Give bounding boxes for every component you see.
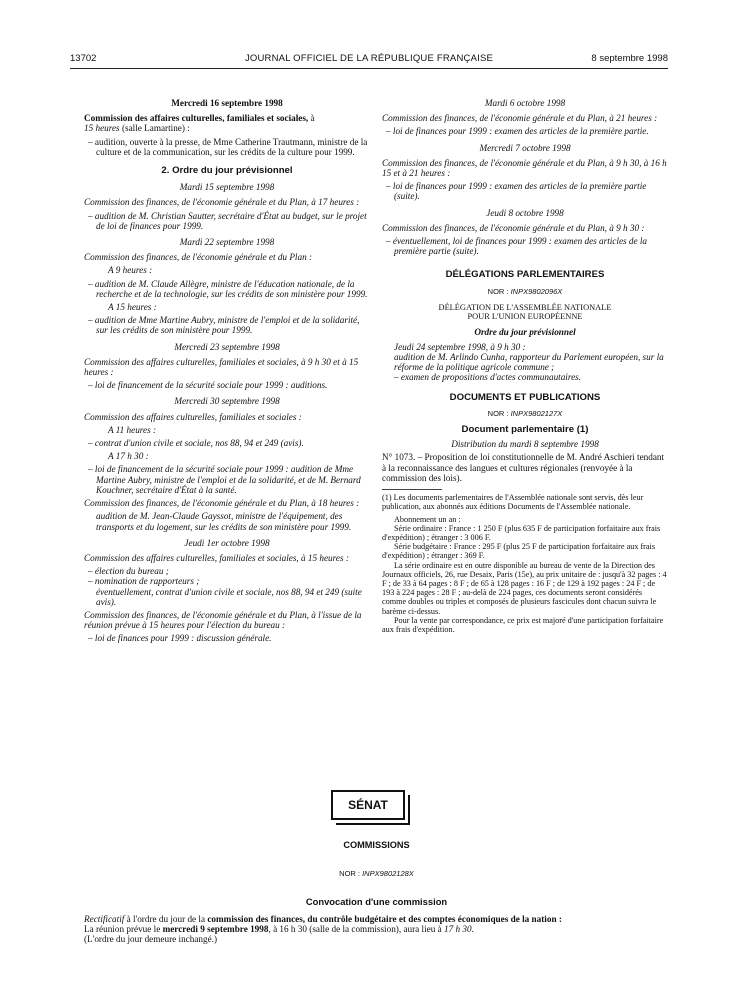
agenda-item: – loi de financement de la sécurité sociale pour 1999 : auditions. (88, 380, 328, 391)
time-line: A 15 heures : (108, 302, 157, 313)
text: 15 heures (84, 123, 120, 134)
header-rule (70, 68, 668, 69)
date-heading: Mardi 6 octobre 1998 (484, 98, 566, 108)
text: , à 16 h 30 (salle de la commission), aura lieu à (268, 924, 445, 935)
right-column (382, 98, 668, 637)
text: mercredi 9 septembre 1998 (162, 924, 269, 935)
agenda-item: – loi de finances pour 1999 : examen des articles de la première partie (suite). (386, 181, 647, 202)
subheading: Convocation d'une commission (305, 896, 448, 907)
agenda-item: – audition de M. Claude Allègre, ministre de l'éducation nationale, de la recherche et de la technologie, sur les crédits de son ministère pour 1999. (88, 278, 368, 299)
committee-line: Jeudi 24 septembre 1998, à 9 h 30 : (394, 341, 526, 352)
footnote-separator (382, 489, 442, 490)
text: La réunion prévue le (84, 924, 163, 935)
section-heading: 2. Ordre du jour prévisionnel (161, 165, 293, 177)
agenda-item: – élection du bureau ; (88, 566, 169, 577)
agenda-item: – éventuellement, loi de finances pour 1999 : examen des articles de la première partie (suite). (386, 236, 648, 257)
text: 17 h 30 (444, 924, 472, 935)
text-line (84, 924, 669, 934)
agenda-item: – loi de finances pour 1999 : examen des articles de la première partie. (386, 126, 649, 137)
text-line (84, 914, 669, 924)
section-heading: DOCUMENTS ET PUBLICATIONS (449, 391, 601, 403)
date-heading: Mercredi 16 septembre 1998 (171, 98, 283, 108)
agenda-item: – audition de Mme Martine Aubry, ministre de l'emploi et de la solidarité, sur les crédits de son ministère pour 1999. (88, 315, 360, 336)
agenda-item: éventuellement, contrat d'union civile et sociale, nos 88, 94 et 249 (suite avis). (96, 586, 362, 607)
committee-name: Commission des affaires culturelles, familiales et sociales, (84, 113, 309, 124)
footnote-text: La série ordinaire est en outre disponible au bureau de vente de la Direction des Journaux officiels, 26, rue Desaix, Paris (15e), au prix unitaire de : jusqu'à 32 pages : 4 F ; de 33 à 64 pages : 8 F ; de 65 à 128 pages : 16 F ; de 129 à 192 pages : 24 F ; de 193 à 224 pages : 28 F ; au-delà de 224 pages, ces documents seront considérés comme doubles ou triples et composés de plusieurs fascicules dont chacun suivra le barème ci-dessus. (382, 560, 667, 616)
text: . (471, 924, 474, 935)
section-heading: COMMISSIONS (343, 840, 410, 850)
left-column (84, 98, 370, 647)
committee-name: commission des finances, du contrôle budgétaire et des comptes économiques de la nation : (207, 914, 562, 924)
text: (salle Lamartine) : (119, 123, 190, 134)
footnote-text: Série ordinaire : France : 1 250 F (plus 635 F de participation forfaitaire aux frais d'expédition) ; étranger : 3 006 F. (382, 523, 661, 542)
text: POUR L'UNION EUROPÉENNE (467, 312, 583, 322)
nor-reference (382, 409, 668, 419)
section-heading: DÉLÉGATIONS PARLEMENTAIRES (445, 269, 605, 281)
agenda-item: – nomination de rapporteurs ; (88, 576, 200, 587)
time-line: A 11 heures : (108, 424, 157, 435)
date-heading: Jeudi 8 octobre 1998 (486, 207, 564, 218)
subheading: Document parlementaire (1) (461, 424, 589, 436)
committee-line: Commission des finances, de l'économie générale et du Plan, à 9 h 30, à 16 h 15 et à 21 heures : (382, 157, 667, 179)
date-heading: Jeudi 1er octobre 1998 (184, 537, 270, 548)
footnote-text: Abonnement un an : (394, 514, 461, 524)
committee-line: Commission des affaires culturelles, familiales et sociales, à 9 h 30 et à 15 heures : (84, 356, 359, 378)
text: DÉLÉGATION DE L'ASSEMBLÉE NATIONALE (438, 302, 612, 312)
committee-line: Commission des affaires culturelles, familiales et sociales : (84, 411, 302, 422)
committee-line: Commission des affaires culturelles, familiales et sociales, à 15 heures : (84, 552, 349, 563)
agenda-item: – loi de finances pour 1999 : discussion générale. (88, 633, 272, 644)
date-heading: Mardi 15 septembre 1998 (179, 182, 275, 193)
committee-line: Commission des finances, de l'économie générale et du Plan, à 18 heures : (84, 498, 360, 509)
journal-title: JOURNAL OFFICIEL DE LA RÉPUBLIQUE FRANÇAISE (244, 53, 494, 64)
distribution-date: Distribution du mardi 8 septembre 1998 (451, 439, 599, 450)
committee-line: Commission des finances, de l'économie générale et du Plan, à 9 h 30 : (382, 222, 645, 233)
text: à l'ordre du jour de la (124, 914, 208, 924)
subheading: Ordre du jour prévisionnel (474, 326, 576, 337)
nor-reference (84, 869, 669, 879)
committee-line: Commission des finances, de l'économie générale et du Plan : (84, 252, 313, 263)
senat-title-box: SÉNAT (331, 790, 405, 820)
time-line: A 9 heures : (108, 265, 153, 276)
text-line: (L'ordre du jour demeure inchangé.) (84, 934, 218, 945)
footnotes (382, 493, 668, 634)
page-number: 13702 (70, 53, 97, 64)
agenda-item: – contrat d'union civile et sociale, nos 88, 94 et 249 (avis). (88, 438, 304, 449)
convocation-text (84, 914, 669, 945)
paragraph (84, 113, 370, 133)
nor-code: INPX9802128X (362, 869, 414, 878)
nor-reference (382, 287, 668, 297)
footnote-text: Série budgétaire : France : 295 F (plus 25 F de participation forfaitaire aux frais d'expédition) ; étranger : 369 F. (382, 542, 656, 561)
committee-line: Commission des finances, de l'économie générale et du Plan, à l'issue de la réunion prévue à 15 heures pour l'élection du bureau : (84, 609, 362, 631)
text: Rectificatif (84, 914, 125, 924)
time-line: A 17 h 30 : (108, 451, 149, 462)
agenda-item: audition de M. Arlindo Cunha, rapporteur du Parlement européen, sur la réforme de la politique agricole commune ; (394, 352, 664, 373)
delegation-name (382, 303, 668, 322)
agenda-item: – loi de financement de la sécurité sociale pour 1999 : audition de Mme Martine Aubry, ministre de l'emploi et de la solidarité, et de M. Bernard Kouchner, secrétaire d'État à la santé. (88, 464, 361, 495)
nor-label: NOR : (487, 286, 511, 296)
committee-line: Commission des finances, de l'économie générale et du Plan, à 17 heures : (84, 197, 360, 208)
nor-label: NOR : (339, 869, 363, 878)
issue-date: 8 septembre 1998 (591, 53, 668, 64)
nor-code: INPX9802096X (510, 286, 563, 296)
nor-code: INPX9802127X (510, 408, 563, 418)
committee-line: Commission des finances, de l'économie générale et du Plan, à 21 heures : (382, 113, 658, 124)
footnote-text: Pour la vente par correspondance, ce prix est majoré d'une participation forfaitaire aux frais d'expédition. (382, 615, 664, 634)
agenda-item: – audition, ouverte à la presse, de Mme Catherine Trautmann, ministre de la culture et de la communication, sur les crédits de la culture pour 1999. (88, 136, 368, 157)
agenda-item: audition de M. Jean-Claude Gayssot, ministre de l'équipement, des transports et du logement, sur les crédits de son ministère pour 1999. (96, 511, 352, 532)
date-heading: Mercredi 23 septembre 1998 (174, 341, 280, 352)
footnote-text: (1) Les documents parlementaires de l'Assemblée nationale sont servis, dès leur publication, aux abonnés aux éditions Documents de l'Assemblée nationale. (382, 493, 644, 512)
agenda-item: – examen de propositions d'actes communautaires. (394, 372, 582, 383)
document-entry: N° 1073. – Proposition de loi constitutionnelle de M. André Aschieri tendant à la reconnaissance des langues et cultures régionales (renvoyée à la commission des lois). (382, 452, 665, 483)
agenda-item: – audition de M. Christian Sautter, secrétaire d'État au budget, sur le projet de loi de finances pour 1999. (88, 210, 367, 231)
text: à (308, 113, 315, 124)
date-heading: Mardi 22 septembre 1998 (179, 237, 275, 248)
date-heading: Mercredi 30 septembre 1998 (174, 396, 280, 407)
page-header (70, 53, 668, 67)
date-heading: Mercredi 7 octobre 1998 (479, 142, 571, 153)
nor-label: NOR : (487, 408, 511, 418)
